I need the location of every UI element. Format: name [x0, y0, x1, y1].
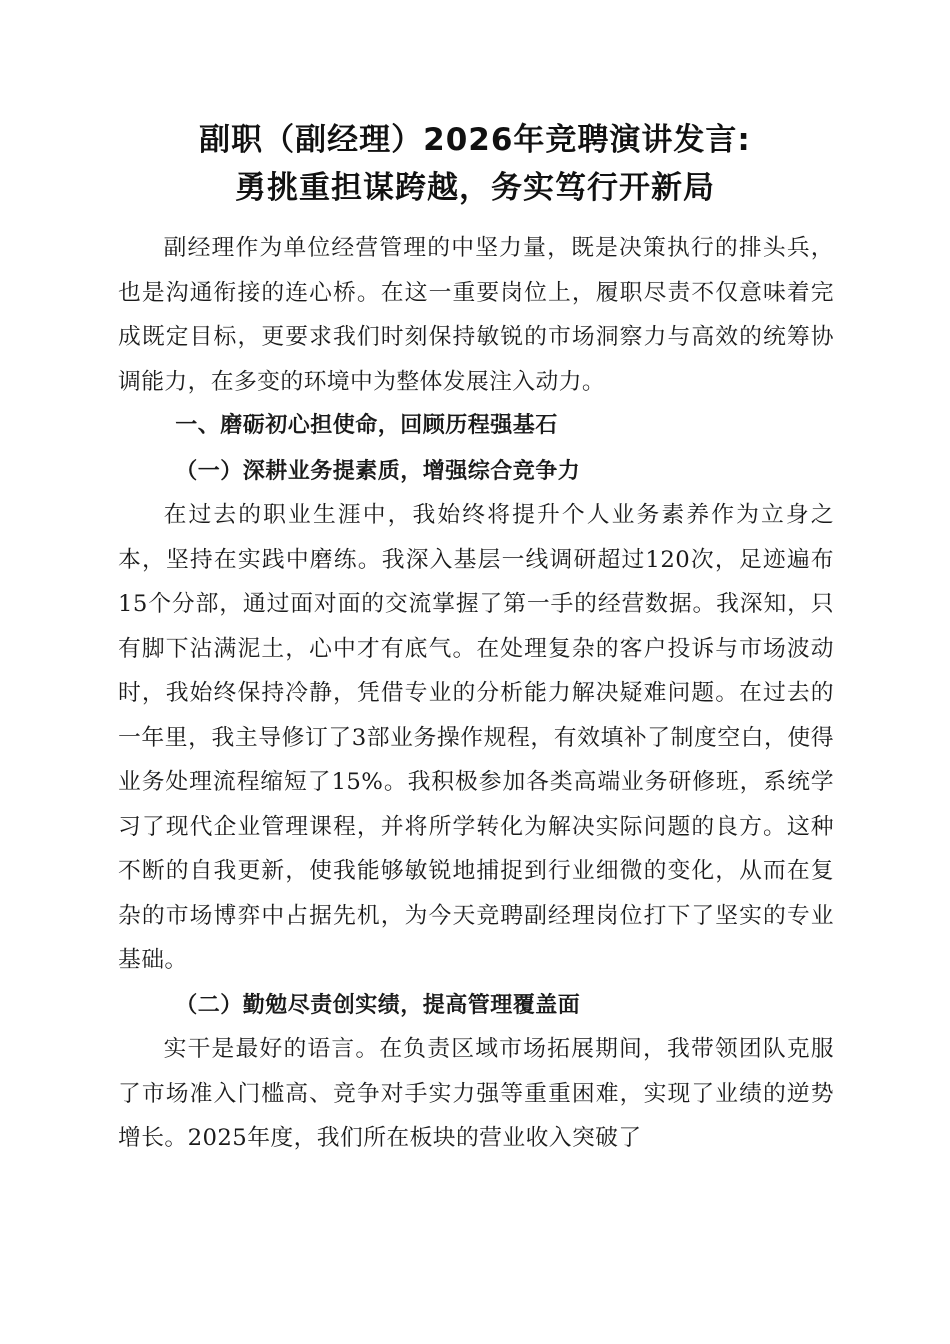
subsection-1-paragraph: 在过去的职业生涯中，我始终将提升个人业务素养作为立身之本，坚持在实践中磨练。我深入基层一线调研超过120次，足迹遍布15个分部，通过面对面的交流掌握了第一手的经营数据。我深知，只有脚下沾满泥土，心中才有底气。在处理复杂的客户投诉与市场波动时，我始终保持冷静，凭借专业的分析能力解决疑难问题。在过去的一年里，我主导修订了3部业务操作规程，有效填补了制度空白，使得业务处理流程缩短了15%。我积极参加各类高端业务研修班，系统学习了现代企业管理课程，并将所学转化为解决实际问题的良方。这种不断的自我更新，使我能够敏锐地捕捉到行业细微的变化，从而在复杂的市场博弈中占据先机，为今天竞聘副经理岗位打下了坚实的专业基础。	[118, 502, 834, 973]
subsection-2-heading: （二）勤勉尽责创实绩，提高管理覆盖面	[175, 991, 581, 1018]
subsection-2-paragraph: 实干是最好的语言。在负责区域市场拓展期间，我带领团队克服了市场准入门槛高、竞争对手实力强等重重困难，实现了业绩的逆势增长。2025年度，我们所在板块的营业收入突破了	[118, 1036, 834, 1151]
section-1-heading: 一、磨砺初心担使命，回顾历程强基石	[175, 413, 558, 438]
document-body	[118, 226, 834, 1161]
subsection-1-heading: （一）深耕业务提素质，增强综合竞争力	[175, 457, 581, 484]
document-title	[118, 116, 832, 212]
intro-paragraph: 副经理作为单位经营管理的中坚力量，既是决策执行的排头兵，也是沟通衔接的连心桥。在这一重要岗位上，履职尽责不仅意味着完成既定目标，更要求我们时刻保持敏锐的市场洞察力与高效的统筹协调能力，在多变的环境中为整体发展注入动力。	[118, 235, 834, 395]
title-line-2: 勇挑重担谋跨越，务实笃行开新局	[235, 170, 715, 206]
title-line-1: 副职（副经理）2026年竞聘演讲发言:	[199, 122, 751, 158]
